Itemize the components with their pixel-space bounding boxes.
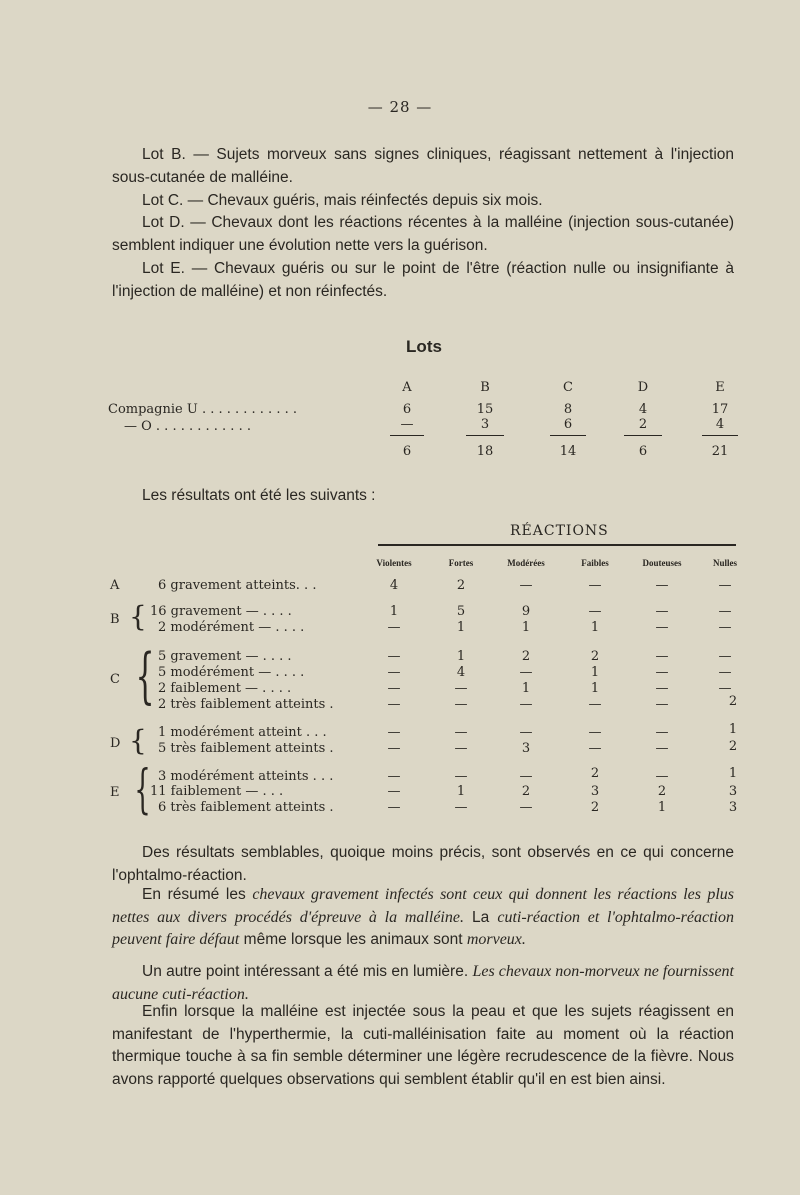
cell: 1 [590, 681, 600, 696]
cell: — [519, 578, 533, 593]
cell: 5 [456, 604, 466, 619]
cell: 3 [728, 784, 738, 799]
cell: — [655, 665, 669, 680]
brace: { [135, 641, 155, 711]
brace: { [134, 760, 151, 820]
row-label: 6 gravement atteints. . . [158, 578, 317, 593]
col-moderees: Modérées [507, 558, 545, 568]
lots-cell: 2 [638, 417, 648, 432]
cell: — [718, 604, 732, 619]
results-intro: Les résultats ont été les suivants : [142, 487, 376, 504]
reactions-title: RÉACTIONS [510, 523, 609, 539]
cell: — [454, 800, 468, 815]
lots-cell: 3 [480, 417, 490, 432]
cell: — [718, 649, 732, 664]
group-label-c: C [110, 672, 120, 687]
col-violentes: Violentes [376, 558, 412, 568]
lots-total: 14 [559, 444, 577, 459]
cell: — [655, 741, 669, 756]
lots-total: 6 [402, 444, 412, 459]
row-label: 2 modérément — . . . . [158, 620, 305, 635]
lots-cell: 6 [402, 402, 412, 417]
lot-c-description: Lot C. — Chevaux guéris, mais réinfectés depuis six mois. [142, 192, 543, 209]
cell: 3 [590, 784, 600, 799]
cell: 2 [728, 739, 738, 754]
cell: 2 [657, 784, 667, 799]
row-label: 6 très faiblement atteints . [158, 800, 334, 815]
cell: 3 [728, 800, 738, 815]
cell: — [519, 769, 533, 784]
lot-b-description: Lot B. — Sujets morveux sans signes cliniques, réagissant nettement à l'injection sous-cutanée de malléine. [112, 146, 734, 186]
cell: 1 [657, 800, 667, 815]
cell: — [519, 665, 533, 680]
cell: — [454, 697, 468, 712]
cell: 1 [456, 784, 466, 799]
cell: — [718, 620, 732, 635]
reactions-rule [378, 544, 736, 546]
row-label: 3 modérément atteints . . . [158, 769, 334, 784]
cell: 2 [456, 578, 466, 593]
group-label-b: B [110, 612, 120, 627]
lots-row-label: — O . . . . . . . . . . . . [124, 419, 251, 434]
lots-row-label: Compagnie U . . . . . . . . . . . . [108, 402, 297, 417]
cell: — [655, 725, 669, 740]
cell: — [655, 578, 669, 593]
cell: — [387, 800, 401, 815]
cell: — [454, 681, 468, 696]
row-label: 1 modérément atteint . . . [158, 725, 327, 740]
cell: 2 [728, 694, 738, 709]
lots-cell: 4 [638, 402, 648, 417]
cell: 1 [590, 620, 600, 635]
col-douteuses: Douteuses [642, 558, 682, 568]
lots-col-d: D [637, 380, 649, 395]
cell: — [387, 697, 401, 712]
lot-e-description: Lot E. — Chevaux guéris ou sur le point de l'être (réaction nulle ou insignifiante à l'injection de malléine) et non réinfectés. [112, 260, 734, 300]
lots-col-a: A [402, 380, 412, 395]
cell: 1 [521, 681, 531, 696]
cell: — [387, 681, 401, 696]
cell: — [718, 665, 732, 680]
cell: 1 [590, 665, 600, 680]
row-label: 5 gravement — . . . . [158, 649, 292, 664]
cell: 1 [521, 620, 531, 635]
col-fortes: Fortes [448, 558, 474, 568]
lots-table-title: Lots [406, 337, 442, 356]
cell: — [655, 604, 669, 619]
paragraph-hyperthermie: Enfin lorsque la malléine est injectée sous la peau et que les sujets réagissent en manifestant de l'hyperthermie, la cuti-malléinisation faite au moment où la réaction thermique touche à sa fin semble déterminer une légère recrudescence de la fièvre. Nous avons rapporté quelques observations qui semblent établir qu'il en est bien ainsi. [112, 1003, 734, 1088]
lots-col-b: B [480, 380, 490, 395]
lots-cell: 8 [563, 402, 573, 417]
lot-d-description: Lot D. — Chevaux dont les réactions récentes à la malléine (injection sous-cutanée) semblent indiquer une évolution nette vers la guérison. [112, 214, 734, 254]
paragraph-non-morveux: Un autre point intéressant a été mis en lumière. Les chevaux non-morveux ne fournissent aucune cuti-réaction. [112, 963, 734, 1003]
cell: — [387, 665, 401, 680]
cell: — [519, 725, 533, 740]
cell: — [454, 741, 468, 756]
paragraph-ophtalmo: Des résultats semblables, quoique moins précis, sont observés en ce qui concerne l'ophtalmo-réaction. [112, 844, 734, 884]
sum-rule [390, 435, 424, 436]
cell: — [588, 604, 602, 619]
sum-rule [624, 435, 662, 436]
cell: — [519, 697, 533, 712]
lots-col-c: C [563, 380, 573, 395]
row-label: 5 modérément — . . . . [158, 665, 305, 680]
cell: — [519, 800, 533, 815]
cell: 3 [521, 741, 531, 756]
cell: 4 [389, 578, 399, 593]
cell: — [718, 681, 732, 696]
sum-rule [466, 435, 504, 436]
cell: — [655, 697, 669, 712]
cell: — [718, 578, 732, 593]
sum-rule [702, 435, 738, 436]
cell: — [655, 620, 669, 635]
lots-total: 18 [476, 444, 494, 459]
row-label: 5 très faiblement atteints . [158, 741, 334, 756]
cell: — [588, 725, 602, 740]
lots-total: 6 [638, 444, 648, 459]
lots-cell: 17 [711, 402, 729, 417]
cell: — [588, 578, 602, 593]
cell: — [387, 769, 401, 784]
lots-cell: 4 [715, 417, 725, 432]
lots-cell: 6 [563, 417, 573, 432]
cell: — [588, 741, 602, 756]
cell: 2 [590, 800, 600, 815]
lots-cell: 15 [476, 402, 494, 417]
lots-total: 21 [711, 444, 729, 459]
cell: 1 [728, 722, 738, 737]
cell: — [454, 769, 468, 784]
cell: — [387, 649, 401, 664]
row-label: 2 très faiblement atteints . [158, 697, 334, 712]
cell: 4 [456, 665, 466, 680]
cell: — [655, 769, 669, 784]
page-number: — 28 — [367, 98, 433, 116]
lots-col-e: E [715, 380, 725, 395]
cell: — [588, 697, 602, 712]
paragraph-summary: En résumé les chevaux gravement infectés sont ceux qui donnent les réactions les plus nettes aux divers procédés d'épreuve à la malléine. La cuti-réaction et l'ophtalmo-réaction peuvent faire défaut même lorsque les animaux sont morveux. [112, 886, 735, 948]
group-label-d: D [110, 736, 121, 751]
row-label: 11 faiblement — . . . [150, 784, 284, 799]
cell: 2 [521, 784, 531, 799]
group-label-e: E [110, 785, 120, 800]
cell: — [387, 725, 401, 740]
cell: 1 [456, 620, 466, 635]
brace: { [129, 600, 147, 633]
row-label: 2 faiblement — . . . . [158, 681, 292, 696]
cell: — [387, 741, 401, 756]
group-label-a: A [110, 578, 120, 593]
brace: { [129, 724, 147, 757]
cell: — [655, 649, 669, 664]
lots-cell: — [400, 417, 414, 432]
sum-rule [550, 435, 586, 436]
cell: 1 [389, 604, 399, 619]
row-label: 16 gravement — . . . . [150, 604, 292, 619]
cell: — [454, 725, 468, 740]
cell: 1 [456, 649, 466, 664]
cell: 2 [590, 649, 600, 664]
cell: — [387, 784, 401, 799]
cell: 2 [521, 649, 531, 664]
col-nulles: Nulles [712, 558, 737, 568]
cell: — [655, 681, 669, 696]
cell: 9 [521, 604, 531, 619]
cell: 2 [590, 766, 600, 781]
cell: — [387, 620, 401, 635]
col-faibles: Faibles [581, 558, 609, 568]
cell: 1 [728, 766, 738, 781]
